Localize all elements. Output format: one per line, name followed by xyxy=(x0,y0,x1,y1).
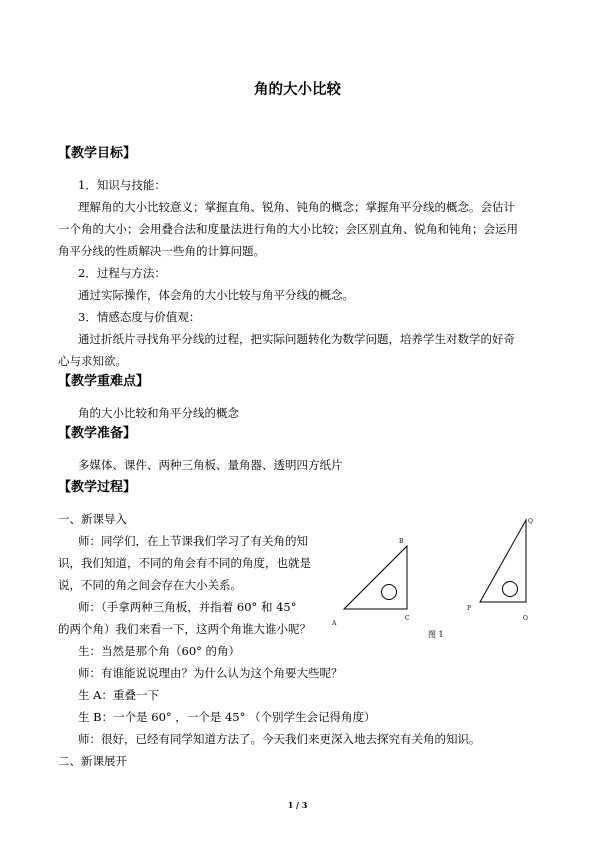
label-q: Q xyxy=(528,518,533,525)
paragraph-line: 生 A：重叠一下 xyxy=(78,688,159,702)
page-number: 1 / 3 xyxy=(287,800,308,810)
paragraph-line: 角平分线的性质解决一些角的计算问题。 xyxy=(58,244,265,258)
triangle-pqo xyxy=(467,518,533,622)
label-p: P xyxy=(467,605,472,612)
section-heading-goals: 【教学目标】 xyxy=(58,146,137,161)
figure-caption: 图 1 xyxy=(428,630,444,639)
goal-item-2: 2．过程与方法： xyxy=(78,266,166,280)
paragraph-line: 生：当然是那个角（60° 的角） xyxy=(78,644,241,658)
label-a: A xyxy=(332,620,337,627)
paragraph-line: 的两个角）我们来看一下，这两个角谁大谁小呢？ xyxy=(58,622,311,636)
paragraph-line: 识，我们知道，不同的角会有不同的角度，也就是 xyxy=(58,556,311,570)
label-c: C xyxy=(405,615,410,622)
paragraph-line: 理解角的大小比较意义；掌握直角、锐角、钝角的概念；掌握角平分线的概念。会估计 xyxy=(78,200,515,214)
paragraph-line: 通过实际操作，体会角的大小比较与角平分线的概念。 xyxy=(78,288,354,302)
section-heading-process: 【教学过程】 xyxy=(58,480,137,495)
paragraph-line: 师：很好，已经有同学知道方法了。今天我们来更深入地去探究有关角的知识。 xyxy=(78,732,481,746)
label-b: B xyxy=(399,538,404,545)
goal-item-3: 3．情感态度与价值观： xyxy=(78,310,201,324)
paragraph-line: 通过折纸片寻找角平分线的过程，把实际问题转化为数学问题，培养学生对数学的好奇 xyxy=(78,332,515,346)
section-heading-preparation: 【教学准备】 xyxy=(58,426,137,441)
goal-item-1: 1．知识与技能： xyxy=(78,178,166,192)
paragraph-line: 师：同学们，在上节课我们学习了有关角的知 xyxy=(78,534,308,548)
section-heading-key-points: 【教学重难点】 xyxy=(58,374,150,389)
paragraph-line: 心与求知欲。 xyxy=(58,354,127,368)
triangle-abc xyxy=(331,538,410,627)
key-points-text: 角的大小比较和角平分线的概念 xyxy=(78,406,239,420)
paragraph-line: 师：有谁能说说理由？为什么认为这个角要大些呢？ xyxy=(78,666,343,680)
process-part-2: 二、新课展开 xyxy=(58,754,127,768)
paragraph-line: 说，不同的角之间会存在大小关系。 xyxy=(58,578,242,592)
figure-set-squares xyxy=(330,512,545,647)
page-title: 角的大小比较 xyxy=(254,82,341,98)
paragraph-line: 生 B：一个是 60° ，一个是 45° （个别学生会记得角度） xyxy=(78,710,376,724)
process-part-1: 一、新课导入 xyxy=(58,512,127,526)
paragraph-line: 一个角的大小；会用叠合法和度量法进行角的大小比较；会区别直角、锐角和钝角；会运用 xyxy=(58,222,518,236)
paragraph-line: 师：（手拿两种三角板，并指着 60° 和 45° xyxy=(78,600,297,614)
label-o: O xyxy=(523,615,528,622)
preparation-text: 多媒体、课件、两种三角板、量角器、透明四方纸片 xyxy=(78,458,343,472)
